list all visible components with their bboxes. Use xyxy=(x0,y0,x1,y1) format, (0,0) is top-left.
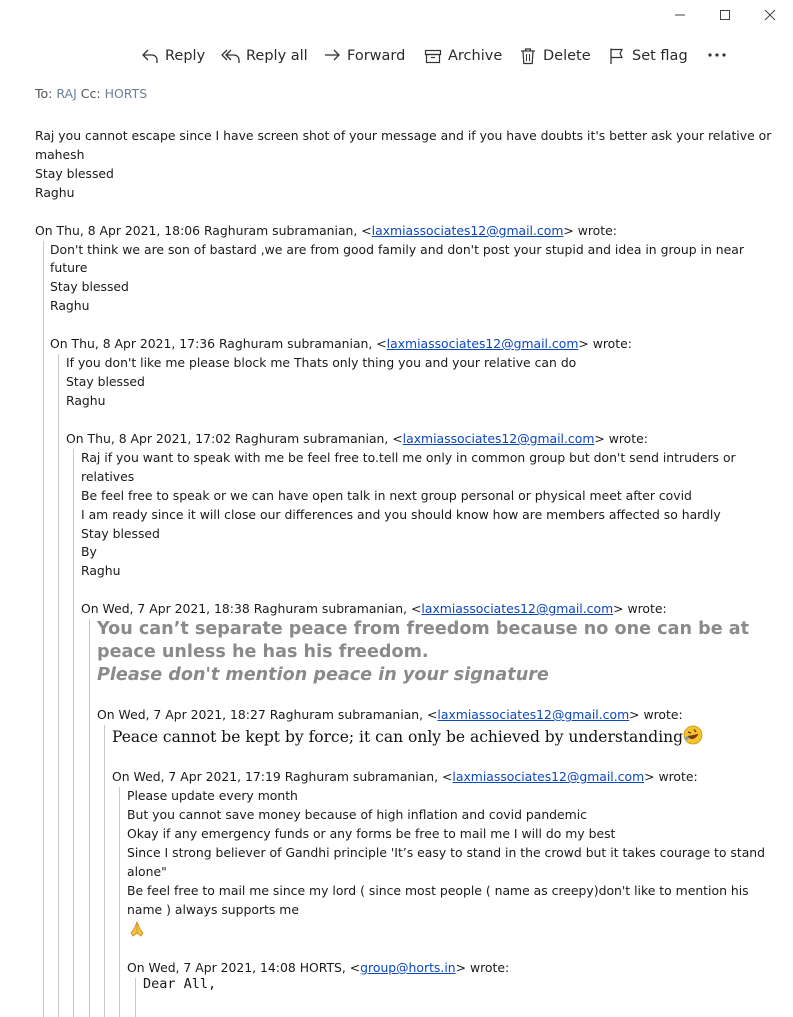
set-flag-label: Set flag xyxy=(632,48,688,64)
quote-line: Raj if you want to speak with me be feel free to.tell me only in common group but don't send intruders or xyxy=(81,450,736,465)
quote-header: On Thu, 8 Apr 2021, 18:06 Raghuram subramanian, <laxmiassociates12@gmail.com> wrote: xyxy=(35,223,617,238)
to-label: To: xyxy=(35,86,53,101)
delete-label: Delete xyxy=(543,48,591,64)
quote-bar xyxy=(73,449,74,1017)
to-recipient[interactable]: RAJ xyxy=(56,86,77,101)
quote-line: Stay blessed xyxy=(66,374,145,389)
quote-line: Okay if any emergency funds or any forms be free to mail me I will do my best xyxy=(127,826,616,841)
quote-line: By xyxy=(81,544,97,559)
sender-email-link[interactable]: laxmiassociates12@gmail.com xyxy=(371,223,564,238)
folded-hands-emoji-icon xyxy=(128,920,146,942)
quote-line: Since I strong believer of Gandhi principle 'It’s easy to stand in the crowd but it takes courage to stand xyxy=(127,845,766,860)
quote-line: relatives xyxy=(81,469,135,484)
quote-line: Please update every month xyxy=(127,788,298,803)
quote-bar xyxy=(58,354,59,1017)
sender-email-link[interactable]: laxmiassociates12@gmail.com xyxy=(421,601,614,616)
cc-label: Cc: xyxy=(80,86,101,101)
quote-line: Raghu xyxy=(66,393,106,408)
quote-line: Dear All, xyxy=(143,976,217,992)
quote-line: I am ready since it will close our differences and you should know how are members affected so hardly xyxy=(81,507,721,522)
quote-line: Raghu xyxy=(50,298,90,313)
quote-line: future xyxy=(50,260,88,275)
body-line: Raghu xyxy=(35,185,75,200)
quote-bar xyxy=(119,787,120,1017)
body-line: mahesh xyxy=(35,147,85,162)
forward-label: Forward xyxy=(347,48,406,64)
freedom-quote-line: You can’t separate peace from freedom because no one can be at xyxy=(97,619,750,639)
quote-header: On Thu, 8 Apr 2021, 17:36 Raghuram subramanian, <laxmiassociates12@gmail.com> wrote: xyxy=(50,336,632,351)
sender-email-link[interactable]: laxmiassociates12@gmail.com xyxy=(452,769,645,784)
quote-line: But you cannot save money because of high inflation and covid pandemic xyxy=(127,807,587,822)
sender-email-link[interactable]: laxmiassociates12@gmail.com xyxy=(386,336,579,351)
quote-bar xyxy=(104,725,105,1017)
quote-line: Raghu xyxy=(81,563,121,578)
quote-bar xyxy=(43,241,44,1017)
quote-line: name ) always supports me xyxy=(127,902,299,917)
quote-header: On Wed, 7 Apr 2021, 18:27 Raghuram subramanian, <laxmiassociates12@gmail.com> wrote: xyxy=(97,707,683,722)
quote-header: On Wed, 7 Apr 2021, 14:08 HORTS, <group@horts.in> wrote: xyxy=(127,960,510,975)
freedom-quote-line: peace unless he has his freedom. xyxy=(97,642,429,662)
archive-label: Archive xyxy=(448,48,503,64)
sender-email-link[interactable]: laxmiassociates12@gmail.com xyxy=(402,431,595,446)
body-line: Raj you cannot escape since I have screen shot of your message and if you have doubts it's better ask your relative or xyxy=(35,128,772,143)
signature-remark: Please don't mention peace in your signature xyxy=(97,665,549,685)
quote-line: If you don't like me please block me Thats only thing you and your relative can do xyxy=(66,355,577,370)
quote-header: On Wed, 7 Apr 2021, 18:38 Raghuram subramanian, <laxmiassociates12@gmail.com> wrote: xyxy=(81,601,667,616)
quote-bar xyxy=(89,619,90,1017)
sender-email-link[interactable]: laxmiassociates12@gmail.com xyxy=(437,707,630,722)
freedom-quote xyxy=(97,618,749,687)
reply-label: Reply xyxy=(165,48,206,64)
quote-line: Stay blessed xyxy=(50,279,129,294)
body-line: Stay blessed xyxy=(35,166,114,181)
quote-line: Be feel free to speak or we can have open talk in next group personal or physical meet after covid xyxy=(81,488,692,503)
quote-line: alone" xyxy=(127,864,167,879)
quote-line: Stay blessed xyxy=(81,526,160,541)
quote-line: Be feel free to mail me since my lord ( since most people ( name as creepy)don't like to mention his xyxy=(127,883,749,898)
reply-all-label: Reply all xyxy=(246,48,308,64)
peace-quote: Peace cannot be kept by force; it can only be achieved by understanding xyxy=(112,725,703,751)
quote-line: Don't think we are son of bastard ,we are from good family and don't post your stupid and idea in group in near xyxy=(50,242,744,257)
quote-header: On Wed, 7 Apr 2021, 17:19 Raghuram subramanian, <laxmiassociates12@gmail.com> wrote: xyxy=(112,769,698,784)
sender-email-link[interactable]: group@horts.in xyxy=(360,960,456,975)
cc-recipient[interactable]: HORTS xyxy=(104,86,148,101)
rolling-laughing-emoji-icon xyxy=(683,725,703,751)
quote-header: On Thu, 8 Apr 2021, 17:02 Raghuram subramanian, <laxmiassociates12@gmail.com> wrote: xyxy=(66,431,648,446)
quote-bar xyxy=(135,978,136,1017)
